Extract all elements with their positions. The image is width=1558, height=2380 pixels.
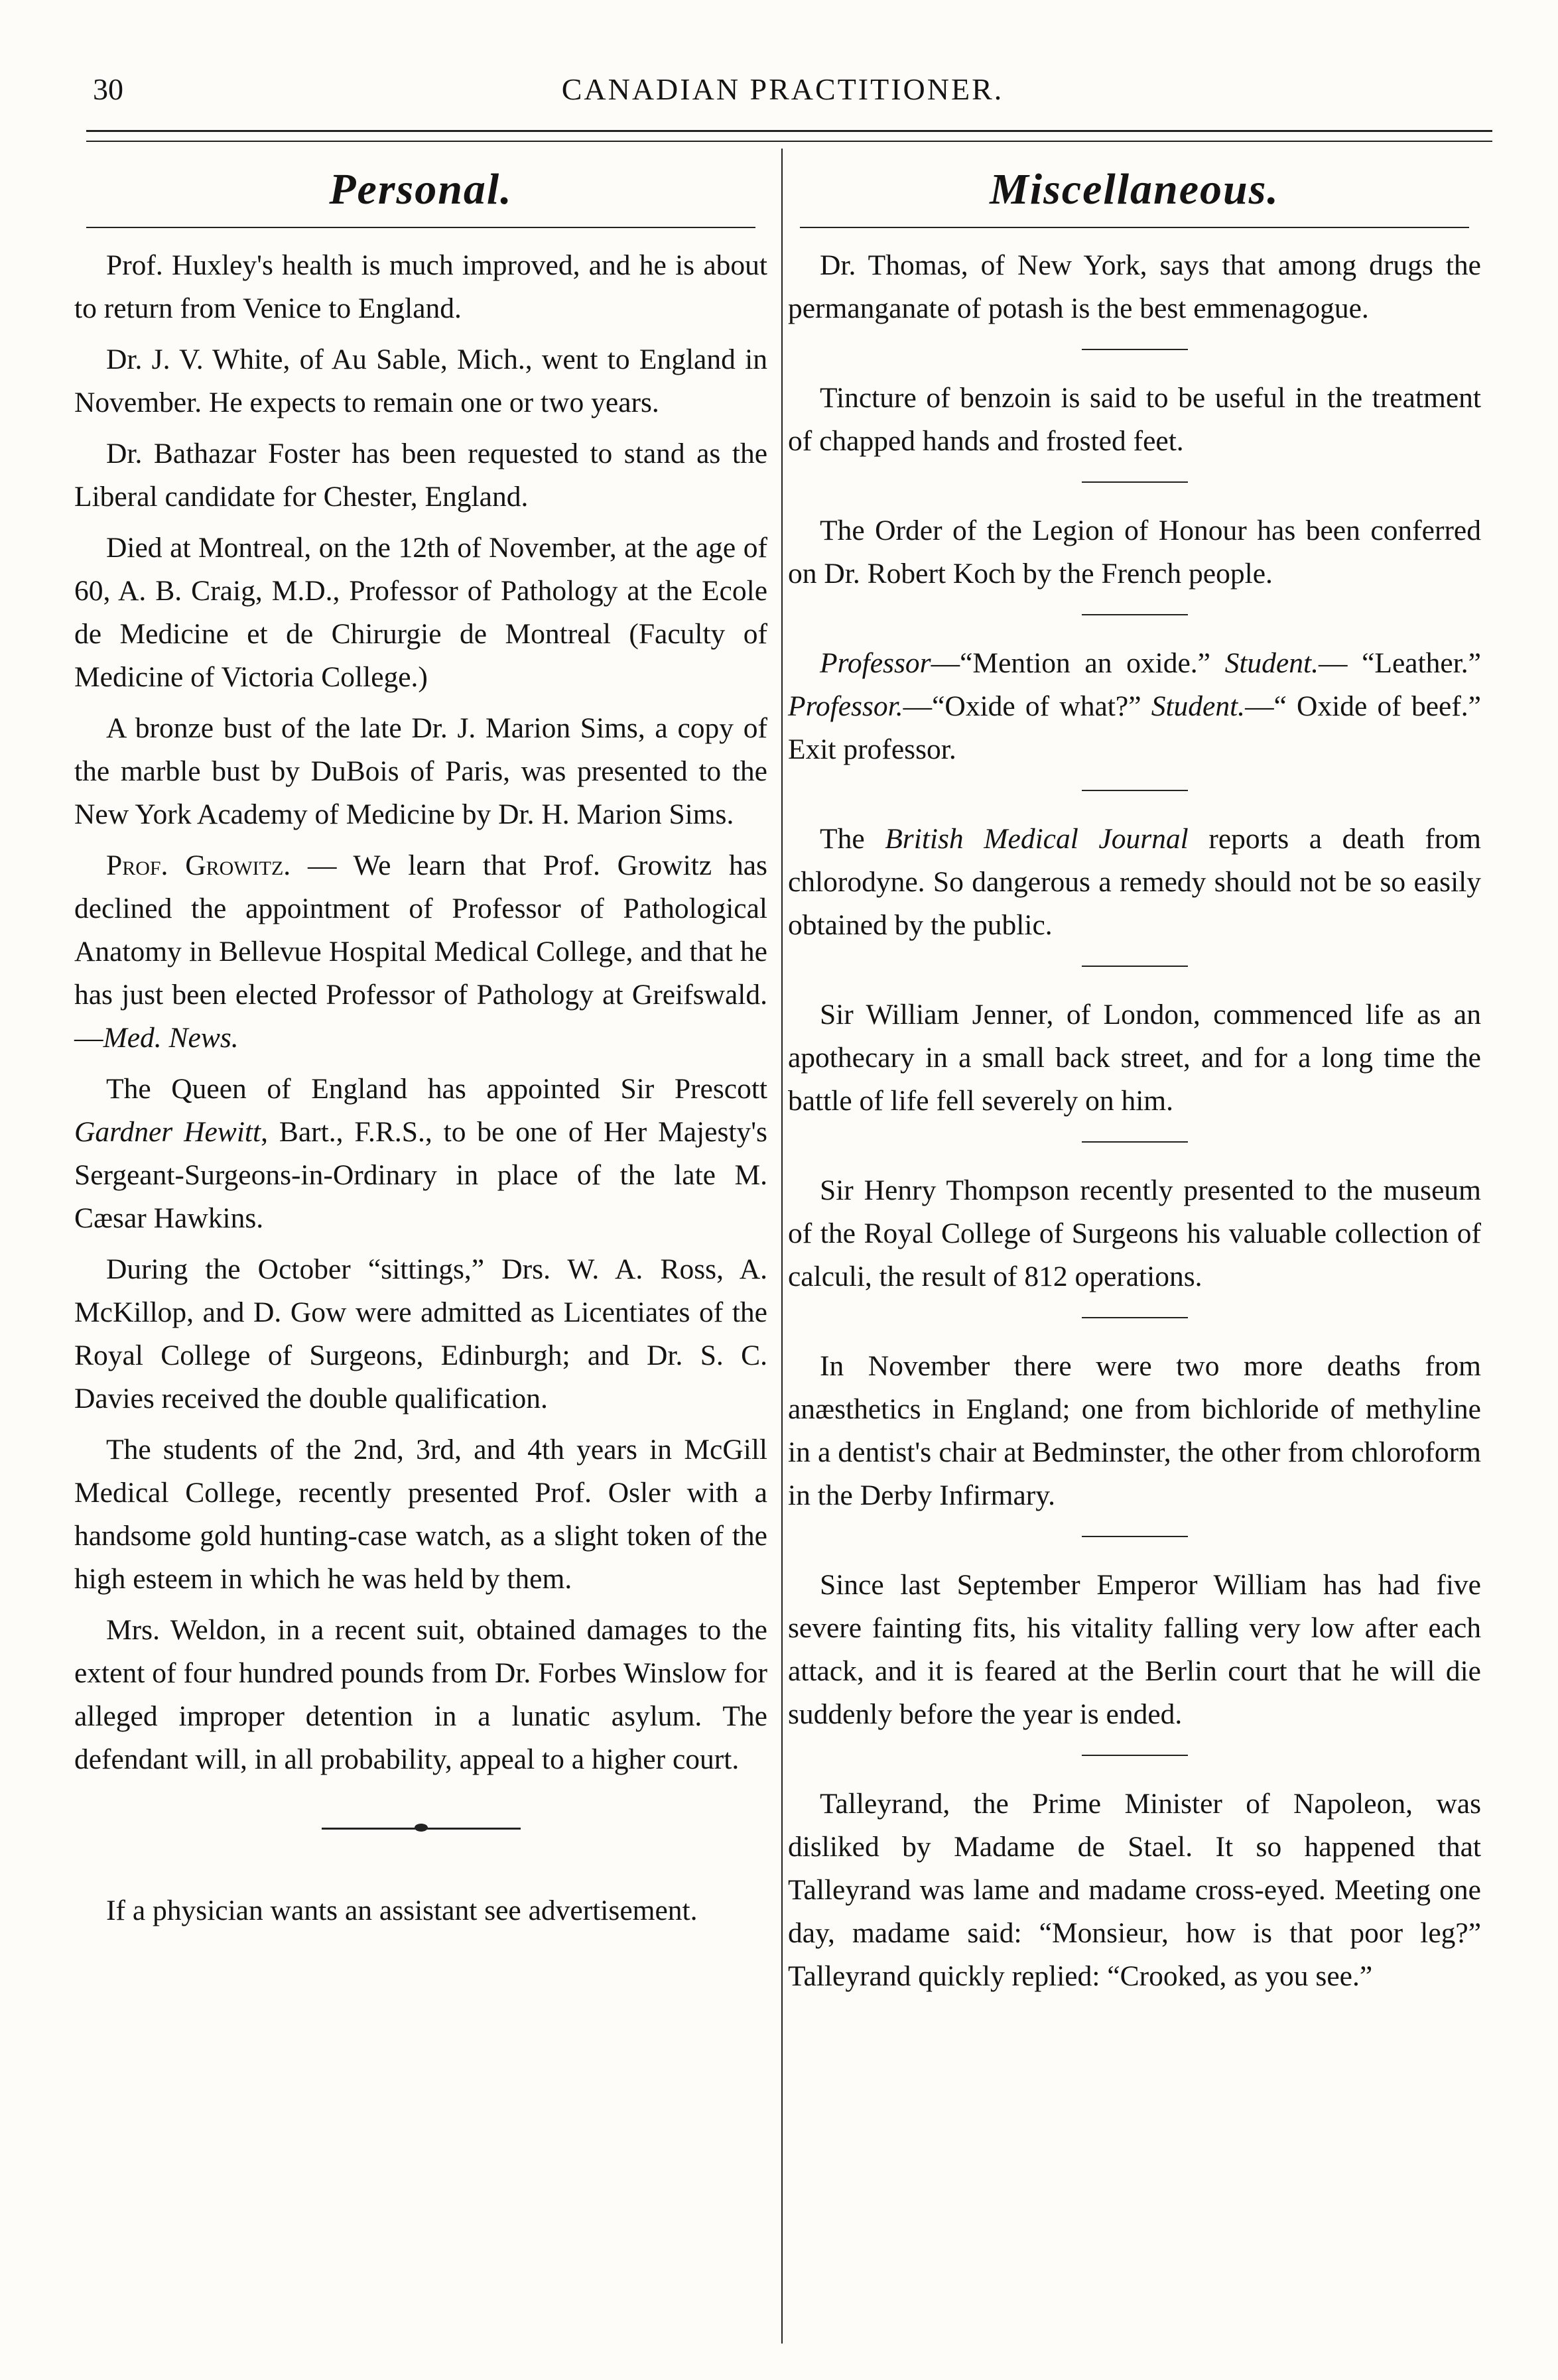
paragraph: Died at Montreal, on the 12th of November, at the age of 60, A. B. Craig, M.D., Professor of Pathology at the Ecole de Medicine et de Chirurgie de Montreal (Faculty of Medicine of Victoria College.) [74,532,767,693]
paragraph: The students of the 2nd, 3rd, and 4th years in McGill Medical College, recently presented Prof. Osler with a handsome gold hunting-case watch, as a slight token of the high esteem in which he was held by them. [74,1434,767,1595]
paragraph: Tincture of benzoin is said to be useful in the treatment of chapped hands and frosted feet. [788,382,1481,457]
section-heading-personal: Personal. [329,165,513,214]
paragraph: Mrs. Weldon, in a recent suit, obtained damages to the extent of four hundred pounds from Dr. Forbes Winslow for alleged improper detention in a lunatic asylum. The defendant will, in all probability, appeal to a higher court. [74,1614,767,1775]
page-number: 30 [93,72,123,106]
paragraph: Talleyrand, the Prime Minister of Napoleon, was disliked by Madame de Stael. It so happened that Talleyrand was lame and madame cross-eyed. Meeting one day, madame said: “Monsieur, how is that poor leg?” Talleyrand quickly replied: “Crooked, as you see.” [788,1788,1481,1992]
paragraph: Sir William Jenner, of London, commenced life as an apothecary in a small back street, and for a long time the battle of life fell severely on him. [788,999,1481,1117]
header-rule-secondary [86,141,1492,142]
paragraph-body: The [820,823,885,855]
dialogue-text: —“Mention an oxide.” [931,647,1225,679]
paragraph [788,642,1481,771]
paragraph: The Order of the Legion of Honour has been conferred on Dr. Robert Koch by the French people. [788,515,1481,590]
heading-rule [86,227,755,228]
speaker-label: Professor [820,647,931,679]
paragraph-body: , Bart., F.R.S., to be one of Her Majesty's Sergeant-Surgeons-in-Ordinary in place of the late M. Cæsar Hawkins. [74,1116,767,1234]
running-title: CANADIAN PRACTITIONER. [561,72,1004,106]
paragraph: Dr. Thomas, of New York, says that among drugs the permanganate of potash is the best emmenagogue. [788,249,1481,324]
lead-in: Prof. Growitz. [106,849,291,881]
paragraph: Dr. J. V. White, of Au Sable, Mich., went to England in November. He expects to remain one or two years. [74,344,767,418]
heading-rule [800,227,1469,228]
miscellaneous-column [788,153,1481,2006]
dialogue-text: —“ Oxide of beef.” Exit professor. [788,690,1481,765]
paragraph [74,844,767,1060]
header-rule [86,130,1492,132]
dialogue-text: —“Oxide of what?” [903,690,1151,722]
paragraph-body: reports a death from chlorodyne. So dangerous a remedy should not be so easily obtained by the public. [788,823,1482,941]
person-name: Gardner Hewitt [74,1116,261,1148]
speaker-label: Student. [1151,690,1246,722]
paragraph [788,818,1481,947]
paragraph-body: The Queen of England has appointed Sir Prescott [106,1073,767,1105]
paragraph: During the October “sittings,” Drs. W. A. Ross, A. McKillop, and D. Gow were admitted as Licentiates of the Royal College of Surgeons, Edinburgh; and Dr. S. C. Davies received the double qualification. [74,1253,767,1414]
separator-rule [1082,790,1188,791]
separator-rule [1082,1141,1188,1143]
paragraph: Since last September Emperor William has had five severe fainting fits, his vitality falling very low after each attack, and it is feared at the Berlin court that he will die suddenly before the year is ended. [788,1569,1481,1730]
separator-rule [1082,349,1188,350]
column-divider [781,149,783,2344]
section-heading-miscellaneous: Miscellaneous. [990,165,1279,214]
dialogue-text: — “Leather.” [1318,647,1481,679]
speaker-label: Student. [1224,647,1319,679]
separator-rule [1082,481,1188,483]
separator-rule [1082,614,1188,615]
paragraph-body: — We learn that Prof. Growitz has declined the appointment of Professor of Pathological Anatomy in Bellevue Hospital Medical College, and that he has just been elected Professor of Pathology at Greifswald.— [74,849,767,1054]
paragraph: Sir Henry Thompson recently presented to the museum of the Royal College of Surgeons his valuable collection of calculi, the result of 812 operations. [788,1174,1481,1292]
separator-rule [1082,1317,1188,1318]
separator-rule [1082,966,1188,967]
separator-rule [1082,1536,1188,1537]
paragraph: If a physician wants an assistant see advertisement. [106,1895,698,1926]
speaker-label: Professor. [788,690,903,722]
paragraph: Prof. Huxley's health is much improved, and he is about to return from Venice to England. [74,249,767,324]
source-citation: Med. News. [103,1022,239,1054]
journal-title: British Medical Journal [885,823,1189,855]
paragraph: A bronze bust of the late Dr. J. Marion Sims, a copy of the marble bust by DuBois of Paris, was presented to the New York Academy of Medicine by Dr. H. Marion Sims. [74,712,767,830]
paragraph [74,1068,767,1240]
separator-rule [1082,1755,1188,1756]
paragraph: Dr. Bathazar Foster has been requested to stand as the Liberal candidate for Chester, England. [74,438,767,513]
ornament-rule [322,1828,521,1830]
personal-column [74,153,767,1940]
page-header [73,66,1492,119]
paragraph: In November there were two more deaths from anæsthetics in England; one from bichloride of methyline in a dentist's chair at Bedminster, the other from chloroform in the Derby Infirmary. [788,1350,1481,1511]
